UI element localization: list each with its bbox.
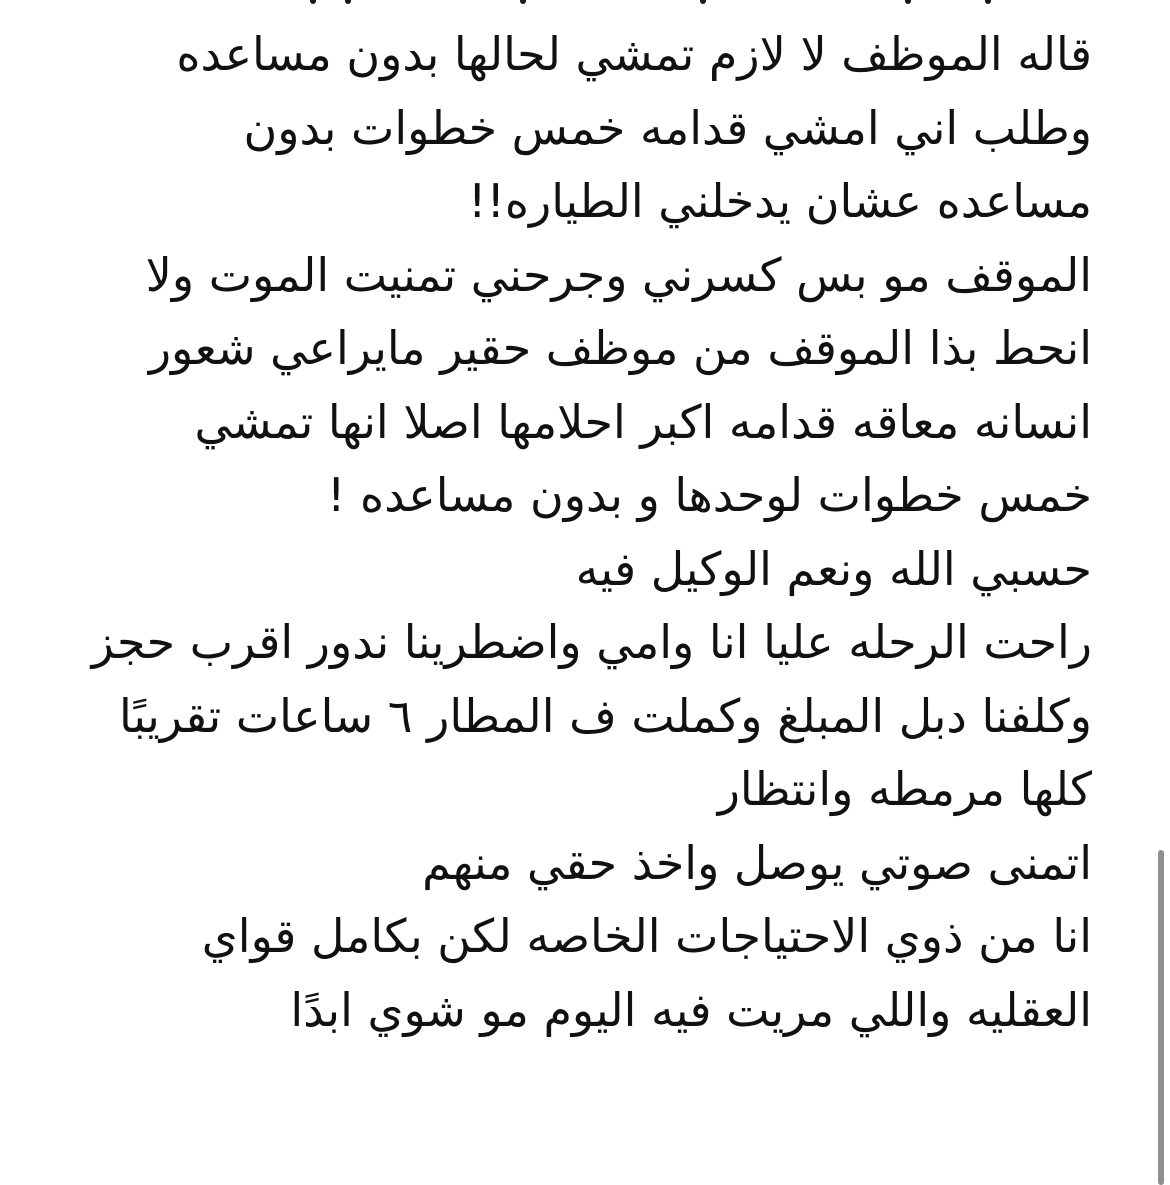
text-line: مساعده عشان يدخلني الطياره!! xyxy=(468,174,1092,228)
text-line: كلها مرمطه وانتظار xyxy=(717,762,1092,816)
text-line: الموقف مو بس كسرني وجرحني تمنيت الموت ولا xyxy=(145,247,1092,302)
note-body xyxy=(52,18,1092,1047)
text-line: حسبي الله ونعم الوكيل فيه xyxy=(575,541,1092,596)
text-line: اتمنى صوتي يوصل واخذ حقي منهم xyxy=(422,835,1092,890)
text-line: وطلب اني امشي قدامه خمس خطوات بدون xyxy=(243,100,1092,155)
text-line: انحط بذا الموقف من موظف حقير مايراعي شعور xyxy=(148,321,1092,375)
text-line: خمس خطوات لوحدها و بدون مساعده ! xyxy=(326,468,1092,522)
text-line: انا من ذوي الاحتياجات الخاصه لكن بكامل قواي xyxy=(201,909,1092,963)
previous-text-fragment xyxy=(0,0,1170,6)
vertical-scrollbar[interactable] xyxy=(1156,0,1170,1185)
scrollbar-thumb[interactable] xyxy=(1158,850,1164,1185)
text-line: العقليه واللي مريت فيه اليوم مو شوي ابدًا xyxy=(290,982,1092,1037)
text-line: وكلفنا دبل المبلغ وكملت ف المطار ٦ ساعات تقريبًا xyxy=(119,688,1092,743)
text-line: قاله الموظف لا لازم تمشي لحالها بدون مساعده xyxy=(176,27,1092,81)
text-line: راحت الرحله عليا انا وامي واضطرينا ندور اقرب حجز xyxy=(91,615,1092,669)
text-line: انسانه معاقه قدامه اكبر احلامها اصلا انها تمشي xyxy=(194,394,1092,449)
